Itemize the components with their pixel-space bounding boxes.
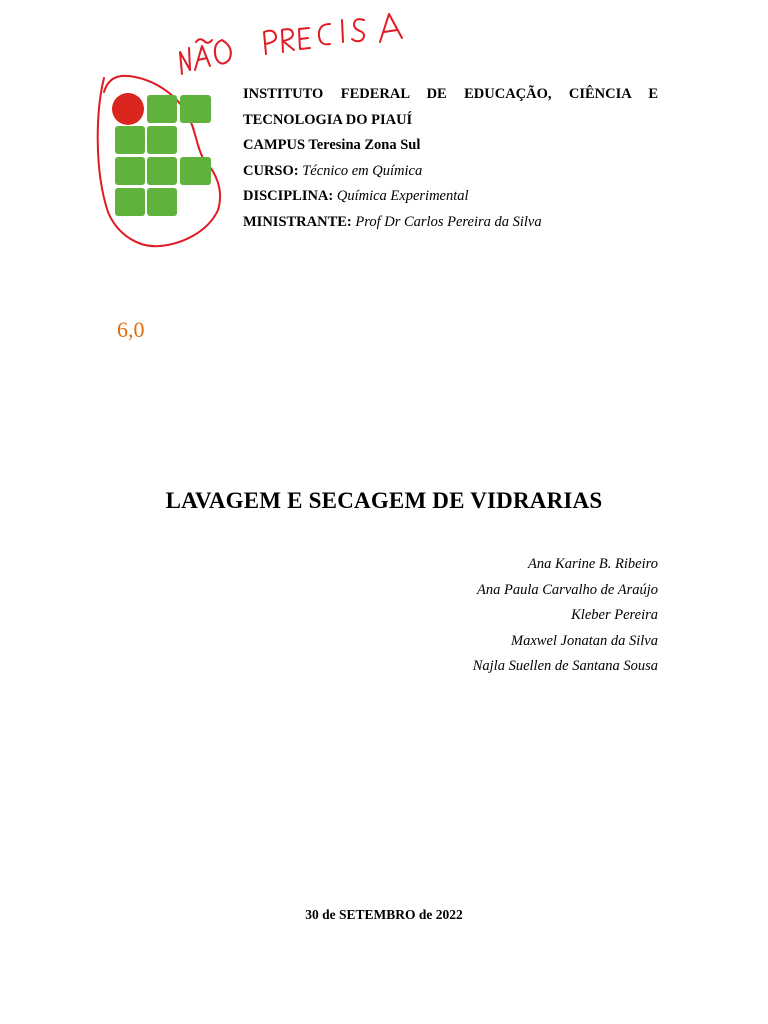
logo-red-dot (112, 93, 144, 125)
logo-square (115, 157, 145, 185)
logo-square (147, 126, 177, 154)
author-name: Ana Karine B. Ribeiro (528, 556, 658, 572)
course-value: Técnico em Química (302, 162, 423, 179)
institution-line-2: TECNOLOGIA DO PIAUÍ (243, 111, 413, 128)
course-row (243, 159, 658, 185)
discipline-label: DISCIPLINA: (243, 188, 334, 205)
author-name: Najla Suellen de Santana Sousa (472, 658, 658, 675)
logo-square (147, 95, 177, 123)
author-name: Ana Paula Carvalho de Araújo (477, 581, 658, 598)
logo-square (115, 126, 145, 154)
ifpi-logo-icon (112, 93, 214, 219)
author-name: Maxwel Jonatan da Silva (511, 632, 658, 649)
logo-square (180, 157, 211, 185)
instructor-value: Prof Dr Carlos Pereira da Silva (355, 213, 542, 230)
instructor-label: MINISTRANTE: (243, 213, 352, 230)
document-date: 30 de SETEMBRO de 2022 (305, 907, 463, 922)
document-title: LAVAGEM E SECAGEM DE VIDRARIAS (165, 488, 603, 513)
logo-square (147, 157, 177, 185)
authors-list (473, 552, 658, 680)
logo-square (180, 95, 211, 123)
instructor-row (243, 210, 658, 236)
institution-line-1: INSTITUTO FEDERAL DE EDUCAÇÃO, CIÊNCIA E (243, 86, 658, 102)
document-header (243, 82, 658, 236)
discipline-value: Química Experimental (336, 188, 469, 205)
discipline-row (243, 184, 658, 210)
author-name: Kleber Pereira (571, 607, 658, 624)
course-label: CURSO: (243, 162, 299, 179)
campus: CAMPUS Teresina Zona Sul (243, 137, 421, 154)
logo-square (147, 188, 177, 216)
grade: 6,0 (117, 317, 145, 342)
logo-square (115, 188, 145, 216)
